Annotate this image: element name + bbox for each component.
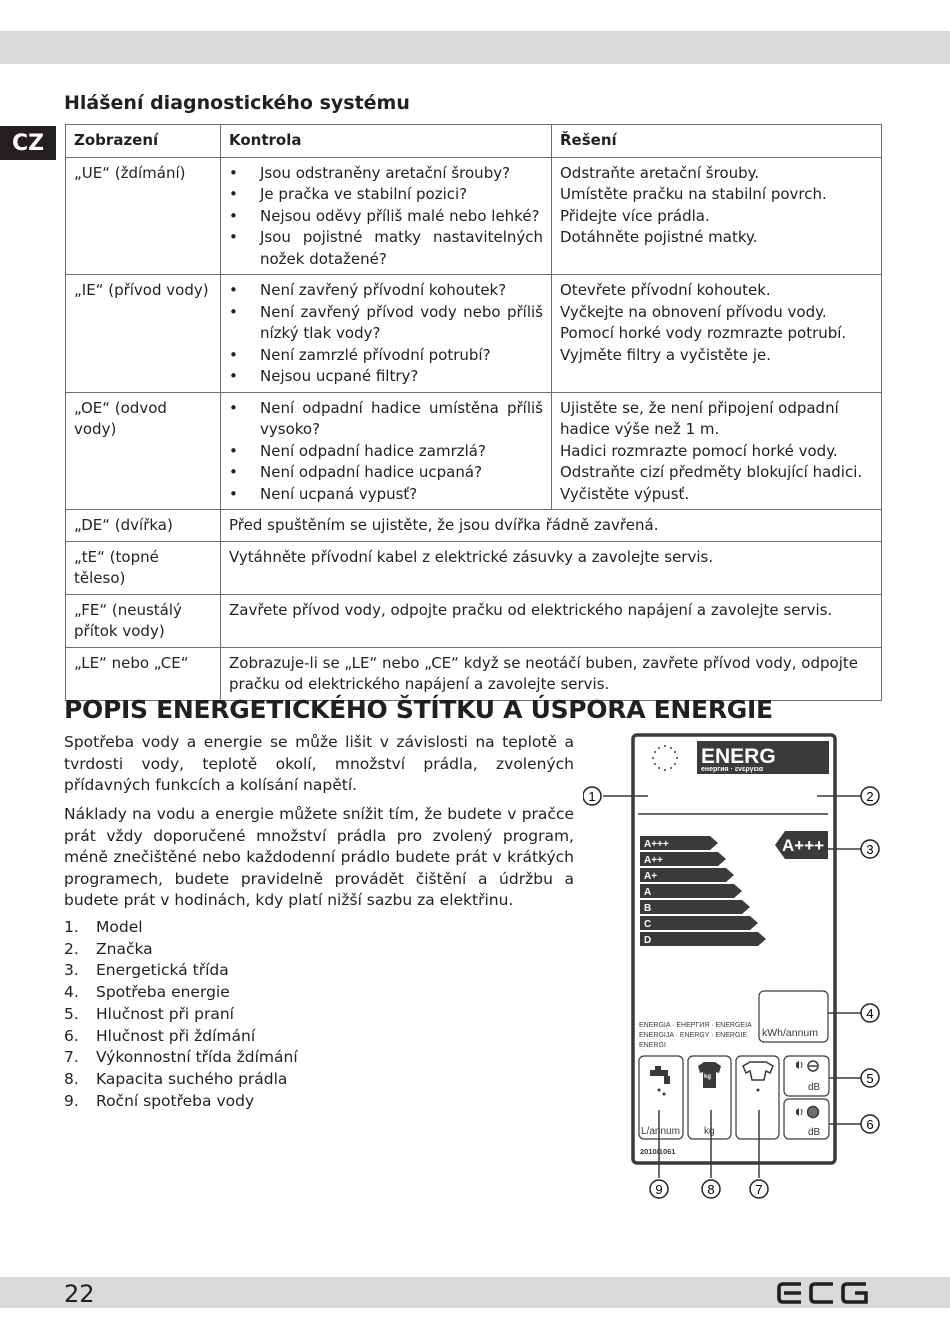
check-cell [221, 275, 552, 393]
callout-number-5: 5 [866, 1071, 874, 1086]
list-item [64, 939, 298, 961]
item-text: Roční spotřeba vody [96, 1091, 255, 1110]
solution-item: Pomocí horké vody rozmrazte potrubí. [560, 324, 847, 342]
error-code: „FE“ (neustálý přítok vody) [66, 594, 221, 647]
paragraph-savings: Náklady na vodu a energie můžete snížit tím, že budete v pračce prát vždy doporučené množství prádla pro zvolený program, méně znečištěné nebo každodenní prádlo budete prát v krátkých programech, budete pravidelně provádět čištění a údržbu a budete prát v hodinách, kdy platí nižší sazbu za elektřinu. [64, 805, 574, 909]
error-code: „LE“ nebo „CE“ [66, 647, 221, 700]
item-number: 4. [64, 983, 79, 1002]
check-cell [221, 392, 552, 510]
check-item: • Není odpadní hadice zamrzlá? [229, 441, 543, 463]
wash-noise-unit: dB [808, 1082, 821, 1093]
energy-class-label: D [644, 935, 652, 946]
item-text: Model [96, 918, 143, 936]
energy-class-label: A+++ [644, 839, 669, 850]
callout-number-1: 1 [588, 789, 596, 804]
list-item [64, 1047, 298, 1069]
list-item [64, 960, 298, 982]
item-number: 1. [64, 918, 79, 936]
item-number: 6. [64, 1026, 79, 1045]
check-item: • Je pračka ve stabilní pozici? [229, 184, 543, 206]
solution-cell [552, 392, 882, 510]
check-cell [221, 157, 552, 275]
item-text: Energetická třída [96, 961, 229, 980]
solution-item: Hadici rozmrazte pomocí horké vody. [560, 441, 838, 460]
check-item: • Jsou odstraněny aretační šrouby? [229, 163, 543, 185]
callout-number-8: 8 [707, 1182, 715, 1197]
energ-title: ENERG [701, 745, 776, 768]
energy-section-title: POPIS ENERGETICKÉHO ŠTÍTKU A ÚSPORA ENERGIE [64, 695, 773, 724]
solution-cell [552, 275, 882, 393]
check-item: • Není zavřený přívodní kohoutek? [229, 280, 543, 302]
solution-text: Zavřete přívod vody, odpojte pračku od elektrického napájení a zavolejte servis. [221, 594, 882, 647]
list-item [64, 917, 298, 939]
item-text: Hlučnost při praní [96, 1004, 234, 1023]
check-item: • Není odpadní hadice umístěna příliš vysoko? [229, 398, 543, 441]
item-number: 8. [64, 1069, 79, 1088]
solution-text: Zobrazuje-li se „LE“ nebo „CE“ když se neotáčí buben, zavřete přívod vody, odpojte pračku od elektrického napájení a zavolejte servis. [221, 647, 882, 700]
water-unit: L/annum [641, 1126, 680, 1137]
shirt-kg-label: kg [704, 1074, 712, 1080]
callout-number-9: 9 [655, 1182, 663, 1197]
check-item: • Není odpadní hadice ucpaná? [229, 462, 543, 484]
energy-class-arrow [640, 932, 766, 946]
table-row-ie [66, 275, 882, 393]
energy-class-arrow [640, 900, 750, 914]
item-number: 5. [64, 1004, 79, 1023]
diagnostic-section-title: Hlášení diagnostického systému [64, 92, 410, 114]
error-code: „IE“ (přívod vody) [66, 275, 221, 393]
item-text: Spotřeba energie [96, 983, 230, 1002]
solution-item: Odstraňte aretační šrouby. [560, 163, 760, 182]
table-row-fe [66, 594, 882, 647]
solution-cell [552, 157, 882, 275]
kwh-unit: kWh/annum [762, 1027, 819, 1039]
energy-class-label: A++ [644, 855, 663, 866]
energy-class-label: A [644, 887, 652, 898]
energy-class-arrow [640, 884, 742, 898]
callout-number-4: 4 [866, 1006, 874, 1021]
column-header-solution: Řešení [552, 125, 882, 158]
table-row-de [66, 510, 882, 542]
item-number: 2. [64, 939, 79, 958]
table-row-le-ce [66, 647, 882, 700]
paragraph-consumption: Spotřeba vody a energie se může lišit v závislosti na teplotě a tvrdosti vody, teplotě okolí, množství prádla, zvolených přídavných funkcích a kolísání napětí. [64, 733, 574, 794]
list-item [64, 1004, 298, 1026]
energy-languages-3: ENERGI [639, 1042, 666, 1049]
item-number: 9. [64, 1091, 79, 1110]
item-text: Značka [96, 939, 153, 958]
diagnostic-table [65, 124, 882, 701]
check-item: • Nejsou oděvy příliš malé nebo lehké? [229, 206, 543, 228]
energy-class-label: A+ [644, 871, 658, 882]
spin-noise-unit: dB [808, 1127, 821, 1138]
error-code: „tE“ (topné těleso) [66, 541, 221, 594]
energy-class-label: C [644, 919, 652, 930]
list-item [64, 1091, 298, 1113]
energy-class-arrow [640, 916, 758, 930]
energ-subtitle: енергия · ενεργεια [701, 766, 764, 773]
item-number: 3. [64, 961, 79, 980]
list-item [64, 1026, 298, 1048]
callout-number-6: 6 [866, 1117, 874, 1132]
solution-item: Otevřete přívodní kohoutek. [560, 281, 771, 299]
check-item: • Jsou pojistné matky nastavitelných nožek dotažené? [229, 227, 543, 270]
ecg-logo [777, 1281, 869, 1305]
energy-class-label: B [644, 903, 652, 914]
item-number: 7. [64, 1048, 79, 1067]
energy-languages-1: ENERGIA · ЕНЕРГИЯ · ENERGEIA [639, 1022, 752, 1029]
language-tab: CZ [0, 126, 56, 160]
top-header-bar [0, 31, 950, 64]
error-code: „UE“ (ždímání) [66, 157, 221, 275]
table-header-row [66, 125, 882, 158]
energy-languages-2: ENERGIJA · ENERGY · ENERGIE [639, 1032, 748, 1039]
rating-text: A+++ [782, 836, 825, 855]
check-item: • Není ucpaná vypusť? [229, 484, 543, 506]
solution-text: Před spuštěním se ujistěte, že jsou dvířka řádně zavřená. [221, 510, 882, 542]
solution-text: Vytáhněte přívodní kabel z elektrické zásuvky a zavolejte servis. [221, 541, 882, 594]
list-item [64, 1069, 298, 1091]
solution-item: Vyčkejte na obnovení přívodu vody. [560, 302, 827, 321]
check-item: • Nejsou ucpané filtry? [229, 366, 543, 388]
callout-number-2: 2 [866, 789, 874, 804]
table-row-ue [66, 157, 882, 275]
regulation-number: 2010/1061 [640, 1147, 676, 1156]
solution-item: Přidejte více prádla. [560, 206, 710, 225]
page-number: 22 [64, 1280, 95, 1308]
column-header-display: Zobrazení [66, 125, 221, 158]
solution-item: Vyjměte filtry a vyčistěte je. [560, 345, 772, 364]
solution-item: Dotáhněte pojistné matky. [560, 228, 758, 246]
label-legend-list [64, 917, 298, 1112]
solution-item: Vyčistěte výpusť. [560, 484, 690, 503]
item-text: Hlučnost při ždímání [96, 1026, 256, 1045]
callout-number-7: 7 [755, 1182, 763, 1197]
check-item: • Není zamrzlé přívodní potrubí? [229, 345, 543, 367]
check-item: • Není zavřený přívod vody nebo příliš nízký tlak vody? [229, 302, 543, 345]
error-code: „DE“ (dvířka) [66, 510, 221, 542]
item-text: Kapacita suchého prádla [96, 1069, 288, 1088]
table-row-oe [66, 392, 882, 510]
column-header-check: Kontrola [221, 125, 552, 158]
item-text: Výkonnostní třída ždímání [96, 1048, 298, 1067]
capacity-unit: kg [704, 1126, 715, 1137]
energy-label-diagram [583, 730, 913, 1210]
solution-item: Odstraňte cizí předměty blokující hadici. [560, 463, 863, 481]
callout-number-3: 3 [866, 842, 874, 857]
solution-item: Ujistěte se, že není připojení odpadní hadice výše než 1 m. [560, 398, 839, 438]
solution-item: Umístěte pračku na stabilní povrch. [560, 185, 827, 203]
table-row-te [66, 541, 882, 594]
error-code: „OE“ (odvod vody) [66, 392, 221, 510]
drip-icon [757, 1089, 760, 1092]
list-item [64, 982, 298, 1004]
